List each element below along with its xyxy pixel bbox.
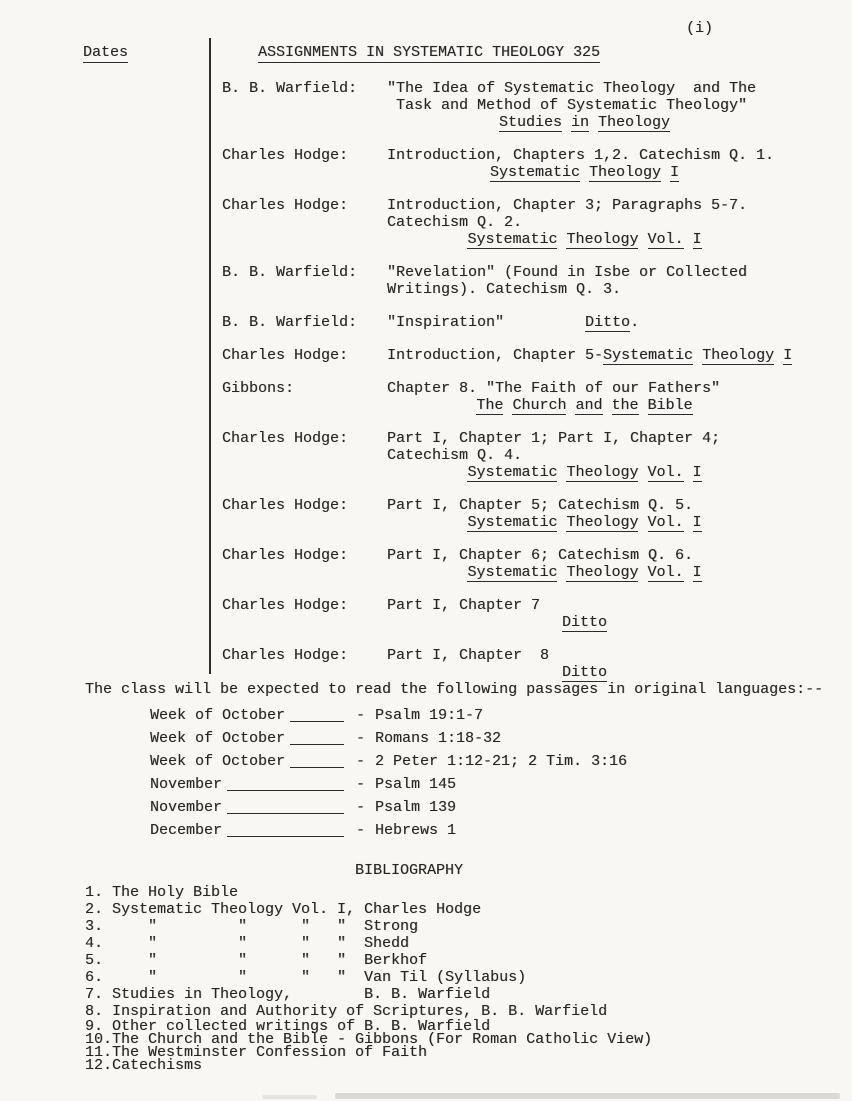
assignment-entry xyxy=(222,547,787,581)
bibliography-item: 9. Other collected writings of B. B. Warfield xyxy=(85,1018,491,1035)
passage-text: Romans 1:18-32 xyxy=(375,730,502,747)
passage-text: Psalm 19:1-7 xyxy=(375,707,484,724)
assignment-entry xyxy=(222,497,787,531)
bibliography-item: 10.The Church and the Bible - Gibbons (For Roman Catholic View) xyxy=(85,1031,653,1048)
assignment-ref: Ditto xyxy=(561,664,607,681)
passage-blank-line xyxy=(227,822,344,837)
assignment-text: Part I, Chapter 6; Catechism Q. 6. xyxy=(387,547,694,564)
passage-dash: - xyxy=(356,730,366,747)
assignment-entry xyxy=(222,380,787,414)
assignment-ref: Systematic Theology I xyxy=(489,164,680,181)
assignment-text: Catechism Q. 2. xyxy=(387,214,523,231)
assignment-text: Part I, Chapter 1; Part I, Chapter 4; xyxy=(387,430,721,447)
class-note: The class will be expected to read the following passages in original languages:-- xyxy=(85,681,824,698)
assignment-text: Part I, Chapter 8 xyxy=(387,647,550,664)
assignment-entry xyxy=(222,264,787,298)
passages-list xyxy=(150,707,627,845)
document-title: ASSIGNMENTS IN SYSTEMATIC THEOLOGY 325 xyxy=(258,44,601,61)
passage-dash: - xyxy=(356,707,366,724)
column-divider-line xyxy=(209,38,211,674)
passage-label: December xyxy=(150,822,223,839)
passage-blank-line xyxy=(227,799,344,814)
assignment-author: Charles Hodge: xyxy=(222,647,349,664)
assignment-text: Writings). Catechism Q. 3. xyxy=(387,281,622,298)
bibliography-item: 8. Inspiration and Authority of Scriptures, B. B. Warfield xyxy=(85,1003,608,1020)
passage-label: November xyxy=(150,776,223,793)
assignment-ref-inline: Ditto xyxy=(585,314,631,331)
assignment-entry xyxy=(222,430,787,481)
assignment-author: Charles Hodge: xyxy=(222,197,349,214)
assignment-ref: The Church and the Bible xyxy=(476,397,693,414)
assignment-ref-inline: Systematic Theology I xyxy=(603,347,793,364)
passage-label: Week of October xyxy=(150,730,286,747)
passage-text: Hebrews 1 xyxy=(375,822,457,839)
bibliography-item: 2. Systematic Theology Vol. I, Charles Hodge xyxy=(85,901,482,918)
passage-dash: - xyxy=(356,776,366,793)
bibliography-title: BIBLIOGRAPHY xyxy=(355,862,464,879)
assignment-author: B. B. Warfield: xyxy=(222,80,358,97)
passage-row xyxy=(150,776,627,793)
passage-label: November xyxy=(150,799,223,816)
assignment-author: Charles Hodge: xyxy=(222,597,349,614)
assignment-ref: Ditto xyxy=(561,614,607,631)
assignment-author: B. B. Warfield: xyxy=(222,314,358,331)
assignment-entry xyxy=(222,314,787,331)
passage-row xyxy=(150,730,627,747)
assignment-text: Introduction, Chapter 5-Systematic Theology I xyxy=(387,347,793,364)
bibliography-item: 12.Catechisms xyxy=(85,1057,203,1074)
bibliography-item: 3. " " " " Strong xyxy=(85,918,419,935)
passage-row xyxy=(150,707,627,724)
assignment-ref: Systematic Theology Vol. I xyxy=(467,464,702,481)
bibliography-item: 7. Studies in Theology, B. B. Warfield xyxy=(85,986,491,1003)
assignments-list xyxy=(222,80,793,697)
passage-blank-line xyxy=(290,753,344,768)
bibliography-list xyxy=(85,884,652,1072)
passage-label: Week of October xyxy=(150,707,286,724)
passage-text: Psalm 139 xyxy=(375,799,457,816)
assignment-text: Introduction, Chapter 3; Paragraphs 5-7. xyxy=(387,197,748,214)
passage-text: 2 Peter 1:12-21; 2 Tim. 3:16 xyxy=(375,753,628,770)
bibliography-item: 5. " " " " Berkhof xyxy=(85,952,428,969)
assignment-entry xyxy=(222,597,787,631)
assignment-author: Charles Hodge: xyxy=(222,547,349,564)
assignment-text: "The Idea of Systematic Theology and The xyxy=(387,80,757,97)
passage-blank-line xyxy=(290,707,344,722)
assignment-ref: Studies in Theology xyxy=(498,114,671,131)
assignment-text: Task and Method of Systematic Theology" xyxy=(387,97,748,114)
assignment-ref: Systematic Theology Vol. I xyxy=(467,564,702,581)
assignment-text: Chapter 8. "The Faith of our Fathers" xyxy=(387,380,721,397)
assignment-text: Introduction, Chapters 1,2. Catechism Q. 1. xyxy=(387,147,775,164)
assignment-author: Gibbons: xyxy=(222,380,295,397)
scan-edge-smudge xyxy=(262,1095,317,1099)
assignment-entry xyxy=(222,80,787,131)
scan-edge-smudge xyxy=(335,1093,840,1099)
assignment-author: Charles Hodge: xyxy=(222,347,349,364)
page-number: (i) xyxy=(686,20,714,37)
passage-row xyxy=(150,822,627,839)
assignment-author: Charles Hodge: xyxy=(222,430,349,447)
passage-dash: - xyxy=(356,799,366,816)
passage-blank-line xyxy=(290,730,344,745)
assignment-entry xyxy=(222,147,787,181)
bibliography-item: 1. The Holy Bible xyxy=(85,884,239,901)
assignment-entry xyxy=(222,647,787,681)
passage-row xyxy=(150,799,627,816)
dates-column-header: Dates xyxy=(83,44,129,61)
passage-label: Week of October xyxy=(150,753,286,770)
assignment-author: Charles Hodge: xyxy=(222,147,349,164)
assignment-entry xyxy=(222,197,787,248)
bibliography-item: 4. " " " " Shedd xyxy=(85,935,410,952)
passage-row xyxy=(150,753,627,770)
assignment-author: Charles Hodge: xyxy=(222,497,349,514)
bibliography-item: 11.The Westminster Confession of Faith xyxy=(85,1044,428,1061)
passage-dash: - xyxy=(356,753,366,770)
assignment-author: B. B. Warfield: xyxy=(222,264,358,281)
assignment-ref: Systematic Theology Vol. I xyxy=(467,514,702,531)
assignment-text: "Revelation" (Found in Isbe or Collected xyxy=(387,264,748,281)
bibliography-item: 6. " " " " Van Til (Syllabus) xyxy=(85,969,527,986)
assignment-ref: Systematic Theology Vol. I xyxy=(467,231,702,248)
passage-blank-line xyxy=(227,776,344,791)
assignment-text: Part I, Chapter 5; Catechism Q. 5. xyxy=(387,497,694,514)
assignment-text: Part I, Chapter 7 xyxy=(387,597,541,614)
passage-dash: - xyxy=(356,822,366,839)
assignment-text: Catechism Q. 4. xyxy=(387,447,523,464)
assignment-text: "Inspiration" Ditto. xyxy=(387,314,640,331)
assignment-entry xyxy=(222,347,793,364)
passage-text: Psalm 145 xyxy=(375,776,457,793)
